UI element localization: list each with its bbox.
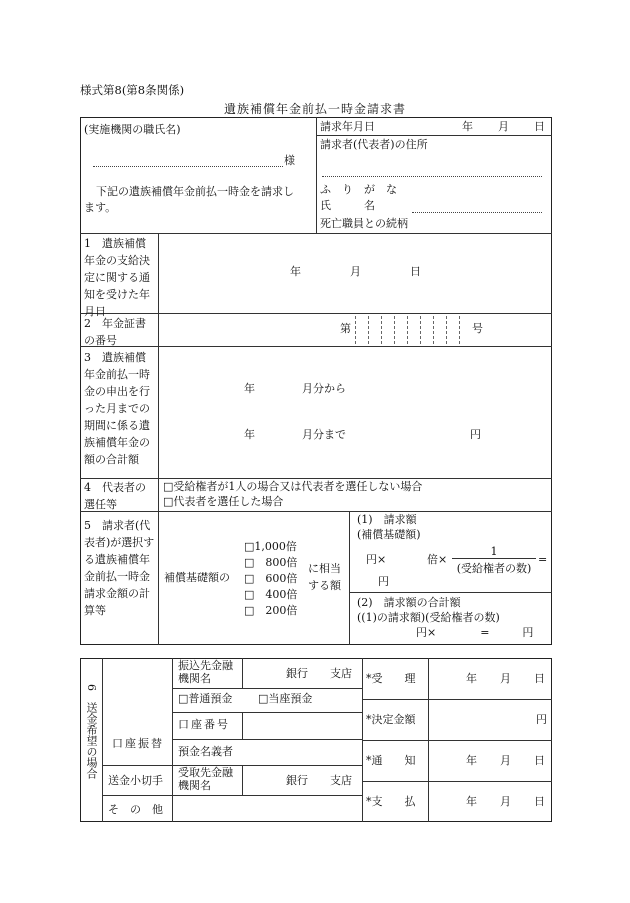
row1-month-unit: 月 <box>350 265 361 278</box>
institution-name-field[interactable] <box>93 166 283 167</box>
furigana-label: ふ り が な <box>320 183 397 196</box>
row5-claim-sub: (補償基礎額) <box>357 528 421 541</box>
form-title: 遺族補償年金前払一時金請求書 <box>223 102 406 116</box>
row5-fraction-numerator: 1 <box>490 545 498 558</box>
paid-label: *支 払 <box>366 795 416 808</box>
row5-total-line: 円× = 円 <box>416 626 534 639</box>
bank-destination-label: 振込先金融機関名 <box>178 659 233 685</box>
check-bank-unit: 銀行 <box>286 774 308 787</box>
row4-label: 4 代表者の選任等 <box>84 481 146 511</box>
row5-option-400[interactable]: □ 400倍 <box>244 588 298 601</box>
row5-option-600[interactable]: □ 600倍 <box>244 572 298 585</box>
row5-yen-times: 円× <box>366 553 387 566</box>
row5-label: 5 請求者(代表者)が選択する遺族補償年金前払一時金請求金額の計算等 <box>84 519 155 617</box>
paid-year-unit: 年 <box>466 795 477 808</box>
request-year-unit: 年 <box>462 120 473 133</box>
remittance-section-label: 6 送金希望の場合 <box>85 684 98 779</box>
request-date-label: 請求年月日 <box>320 120 375 133</box>
form-number: 様式第8(第8条関係) <box>80 83 185 97</box>
received-day-unit: 日 <box>534 672 545 685</box>
received-label: *受 理 <box>366 672 416 685</box>
row5-yen: 円 <box>378 575 389 588</box>
name-label: 氏 名 <box>320 199 375 212</box>
institution-label: (実施機関の職氏名) <box>84 123 181 136</box>
row4-option-representative[interactable]: □代表者を選任した場合 <box>163 495 284 508</box>
row5-base-label: 補償基礎額の <box>164 571 230 584</box>
transfer-bank-unit: 銀行 <box>286 667 308 680</box>
request-text-line1: 下記の遺族補償年金前払一時金を請求し <box>96 185 294 198</box>
decided-amount-label: *決定金額 <box>366 713 416 726</box>
notified-year-unit: 年 <box>466 754 477 767</box>
account-holder-label: 預金名義者 <box>178 745 233 758</box>
received-month-unit: 月 <box>500 672 511 685</box>
row3-to-year: 年 <box>244 428 255 441</box>
request-day-unit: 日 <box>534 120 545 133</box>
row5-total-sub: ((1)の請求額)(受給権者の数) <box>357 611 500 624</box>
receiving-bank-label: 受取先金融機関名 <box>178 766 233 792</box>
notified-month-unit: 月 <box>500 754 511 767</box>
row5-claim-title: (1) 請求額 <box>357 513 417 526</box>
sama-label: 様 <box>284 154 295 167</box>
name-field[interactable] <box>412 212 542 213</box>
row1-label: 1 遺族補償年金の支給決定に関する通知を受けた年月日 <box>84 237 150 318</box>
row3-to-month: 月分まで <box>302 428 346 441</box>
row5-option-200[interactable]: □ 200倍 <box>244 604 298 617</box>
row1-year-unit: 年 <box>290 265 301 278</box>
row2-label: 2 年金証書の番号 <box>84 317 146 347</box>
row3-from-month: 月分から <box>302 382 346 395</box>
paid-day-unit: 日 <box>534 795 545 808</box>
notified-day-unit: 日 <box>534 754 545 767</box>
row5-equivalent: に相当する額 <box>308 562 341 592</box>
row2-go: 号 <box>472 322 483 335</box>
address-label: 請求者(代表者)の住所 <box>320 138 428 151</box>
request-text-line2: ます。 <box>84 201 117 214</box>
row5-option-800[interactable]: □ 800倍 <box>244 556 298 569</box>
current-deposit-option[interactable]: □当座預金 <box>258 692 313 705</box>
row5-total-title: (2) 請求額の合計額 <box>357 596 461 609</box>
account-number-label: 口座番号 <box>178 718 230 731</box>
address-field[interactable] <box>322 176 542 177</box>
account-transfer-label: 口座振替 <box>112 737 164 750</box>
remittance-check-label: 送金小切手 <box>108 774 163 787</box>
row5-option-1000[interactable]: □1,000倍 <box>244 540 297 553</box>
row2-dai: 第 <box>340 322 351 335</box>
transfer-branch-unit: 支店 <box>330 667 352 680</box>
paid-month-unit: 月 <box>500 795 511 808</box>
notified-label: *通 知 <box>366 754 416 767</box>
row5-equals: = <box>538 553 548 566</box>
row3-yen: 円 <box>470 428 481 441</box>
row5-bai-times: 倍× <box>427 553 448 566</box>
request-month-unit: 月 <box>498 120 509 133</box>
row3-label: 3 遺族補償年金前払一時金の申出を行った月までの期間に係る遺族補償年金の額の合計額 <box>84 351 150 466</box>
row5-fraction <box>452 545 536 576</box>
other-label: そ の 他 <box>108 803 163 816</box>
decided-yen-unit: 円 <box>536 713 547 726</box>
ordinary-deposit-option[interactable]: □普通預金 <box>178 692 233 705</box>
row3-from-year: 年 <box>244 382 255 395</box>
row4-option-single[interactable]: □受給権者が1人の場合又は代表者を選任しない場合 <box>163 480 423 493</box>
row1-day-unit: 日 <box>410 265 421 278</box>
received-year-unit: 年 <box>466 672 477 685</box>
check-branch-unit: 支店 <box>330 774 352 787</box>
relation-label: 死亡職員との続柄 <box>320 217 408 230</box>
row5-fraction-denominator: (受給権者の数) <box>452 558 536 576</box>
